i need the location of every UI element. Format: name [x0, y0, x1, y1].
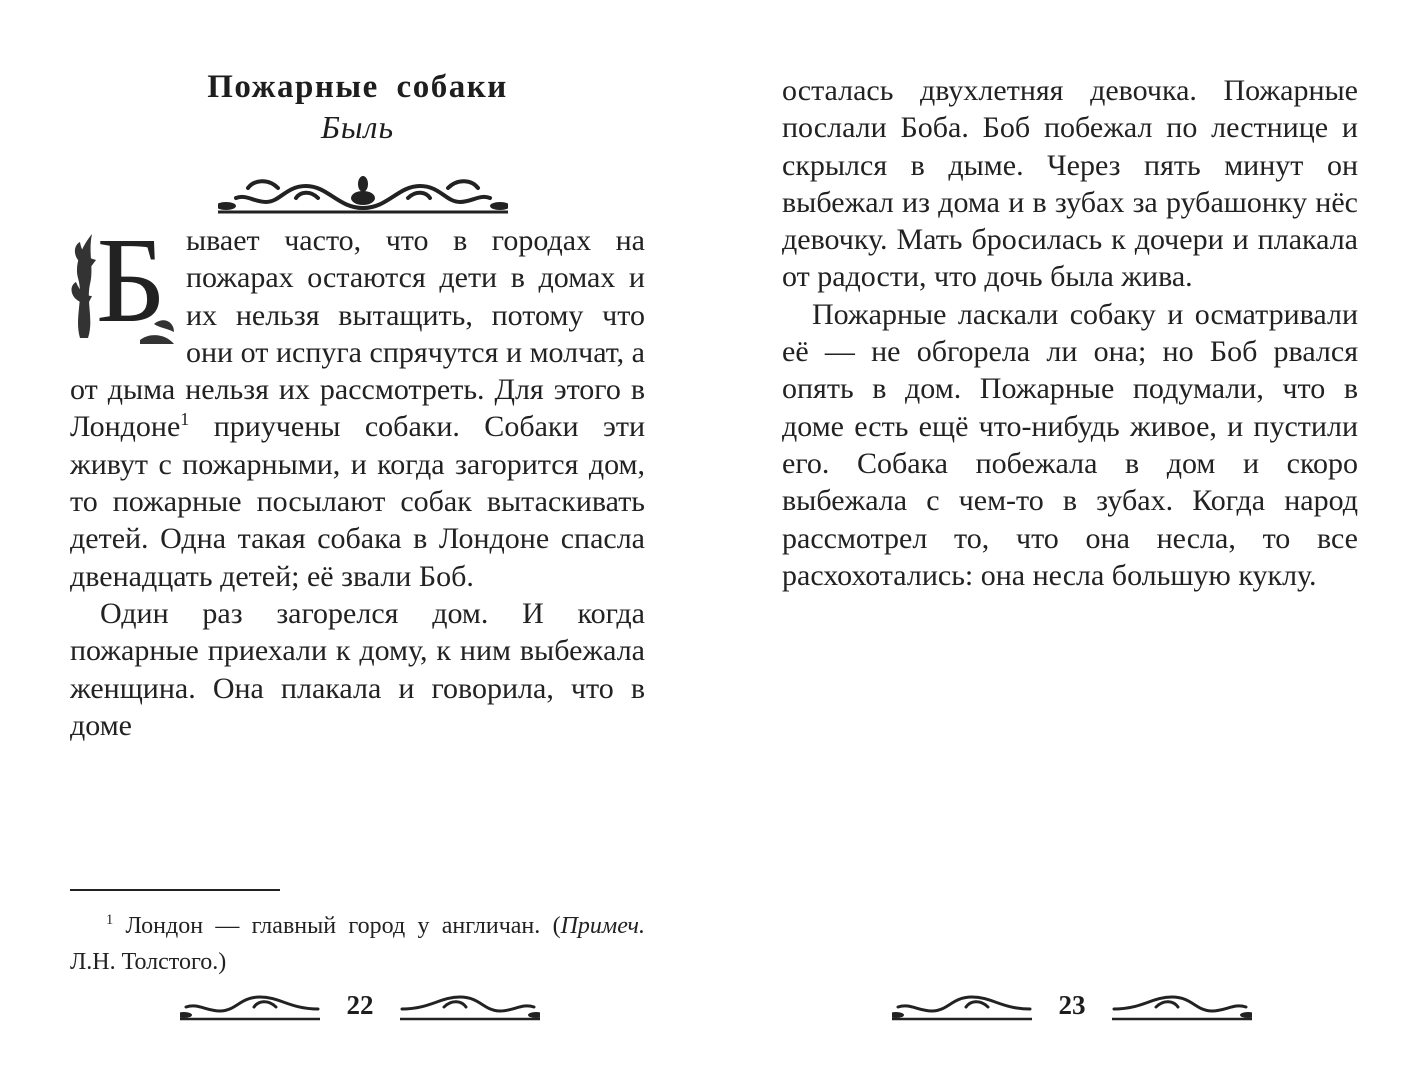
footer-ornament-right-icon: [1112, 985, 1252, 1025]
ornament-flourish-icon: [218, 168, 508, 218]
footer-ornament-right-icon: [400, 985, 540, 1025]
footnote-ref[interactable]: 1: [180, 409, 190, 430]
footnote-marker: 1: [106, 912, 114, 928]
story-subtitle: Быль: [320, 109, 395, 145]
paragraph-3: осталась двухлетняя девочка. Пожарные послали Боба. Боб побежал по лестнице и скрылся в дыме. Через пять минут он выбежал из дома и в зубах за рубашонку нёс девочку. Мать бросилась к дочери и плакала от радости, что дочь была жива.: [782, 74, 1358, 294]
page-footer-right: [892, 985, 1252, 1035]
drop-cap: [70, 213, 178, 348]
paragraph-2: Один раз загорелся дом. И когда пожарные приехали к дому, к ним выбежала женщина. Она плакала и говорила, что в доме: [70, 596, 645, 742]
page-footer-left: [180, 985, 540, 1035]
paragraph-1: ывает часто, что в городах на пожарах остаются дети в домах и их нельзя вытащить, потому что они от испуга спрячутся и молчат, а от дыма нельзя их рассмотреть. Для этого в Лондоне$^1$ приучены собаки. Собаки эти живут с пожарными, и когда загорится дом, то пожарные посылают собак вытаскивать детей. Одна такая собака в Лондоне спасла двенадцать детей; её звали Боб.: [70, 224, 645, 593]
left-body-text: [70, 213, 645, 744]
footer-ornament-left-icon: [180, 985, 320, 1025]
right-page: [782, 0, 1358, 1080]
footnote-rule: [70, 889, 280, 891]
paragraph-4: Пожарные ласкали собаку и осматривали её — не обгорела ли она; но Боб рвался опять в дом. Пожарные подумали, что в доме есть ещё что-нибудь живое, и пустили его. Собака побежала в дом и скоро выбежала с чем-то в зубах. Когда народ рассмотрел то, что она несла, то все расхохотались: она несла большую куклу.: [782, 297, 1358, 592]
right-body-text: [782, 72, 1358, 594]
footer-ornament-left-icon: [892, 985, 1032, 1025]
page-number-23: 23: [1058, 990, 1086, 1020]
drop-cap-letter: Б: [96, 213, 167, 348]
left-page: [70, 0, 645, 1080]
footnote: $^1$ Лондон — главный город у англичан. (Примеч. Л.Н. Толстого.): [70, 912, 645, 975]
page-number-22: 22: [346, 990, 374, 1020]
story-title: Пожарные собаки: [207, 69, 508, 105]
